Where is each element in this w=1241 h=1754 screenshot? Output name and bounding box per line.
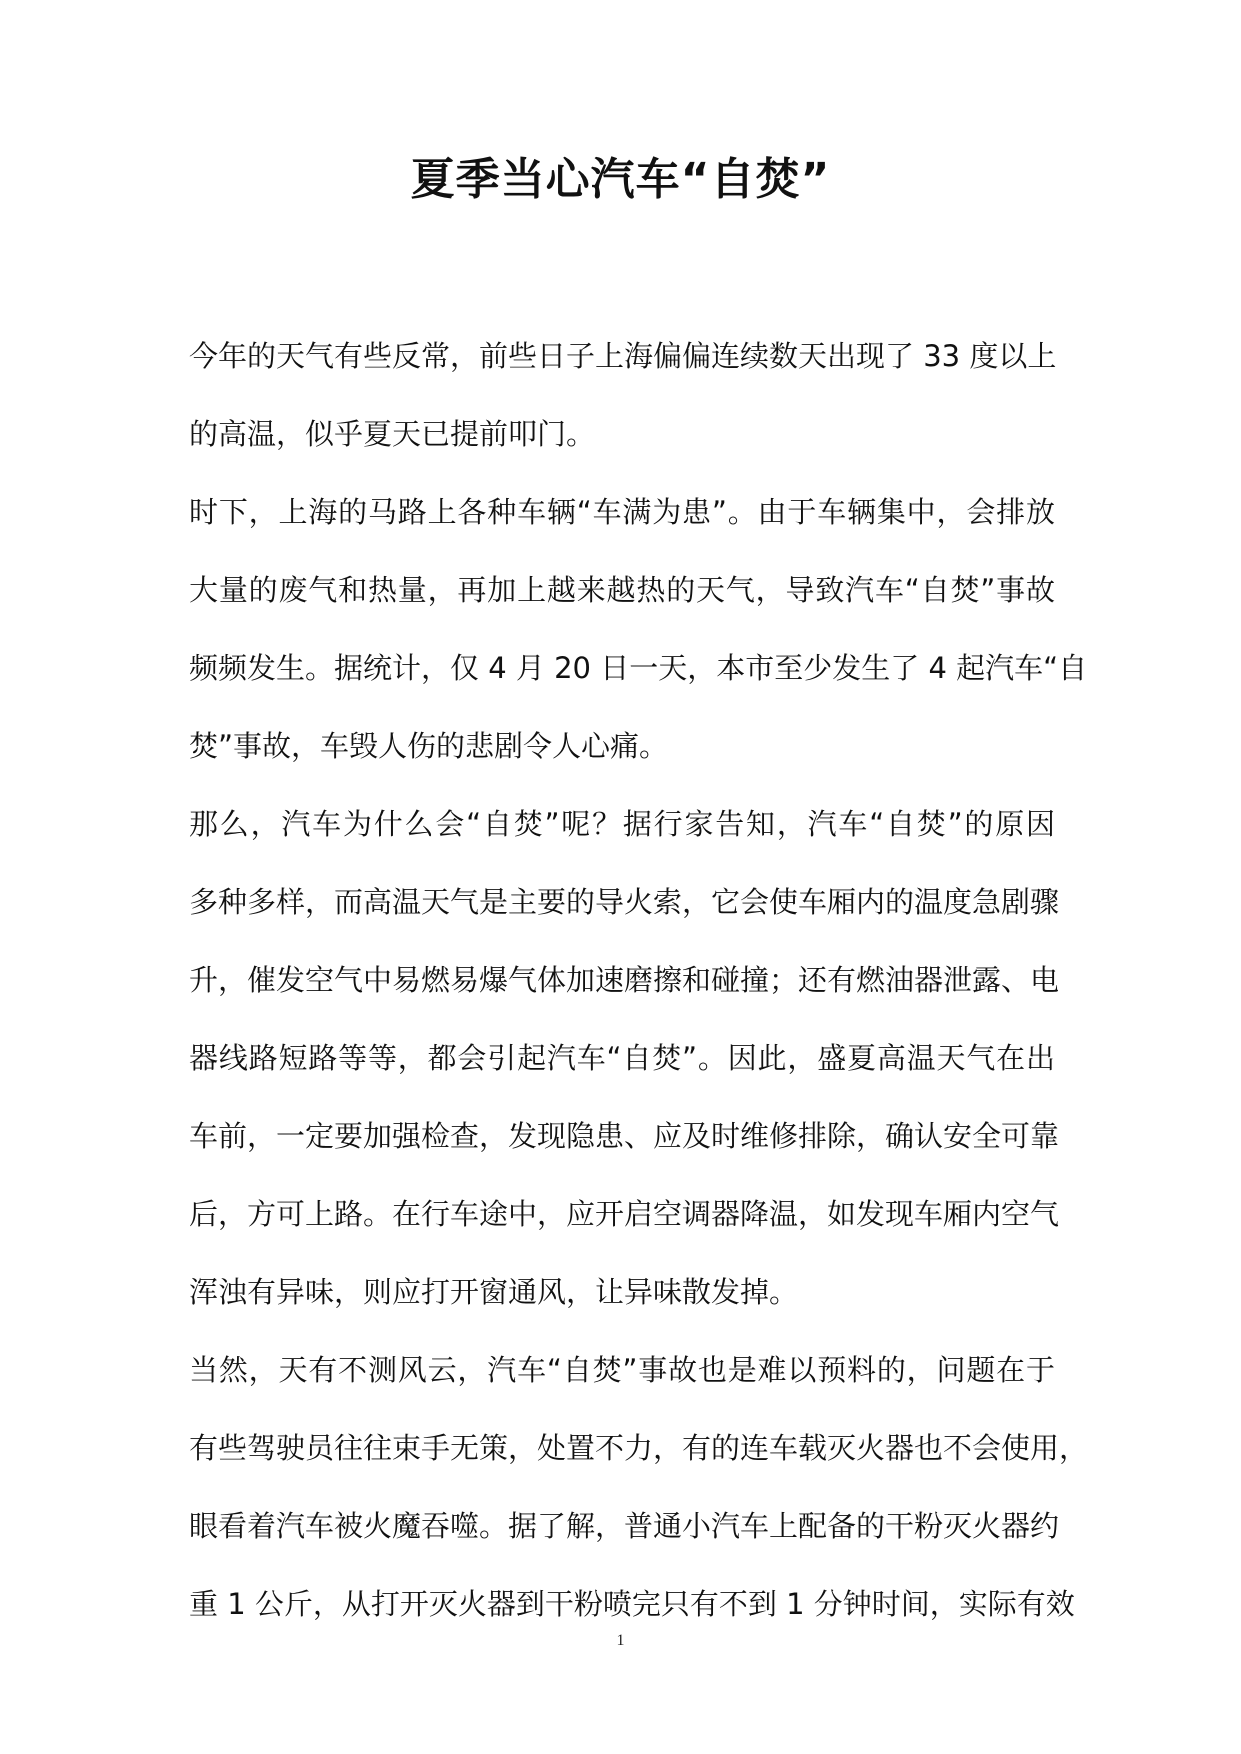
document-body — [189, 326, 1089, 1652]
text-line: 焚”事故，车毁人伤的悲剧令人心痛。 — [189, 729, 669, 763]
text-line: 有些驾驶员往往束手无策，处置不力，有的连车载灭火器也不会使用， — [189, 1431, 1089, 1465]
text-line: 多种多样，而高温天气是主要的导火索，它会使车厢内的温度急剧骤 — [189, 885, 1060, 919]
text-line: 眼看着汽车被火魔吞噬。据了解，普通小汽车上配备的干粉灭火器约 — [189, 1509, 1060, 1543]
text-line: 当然，天有不测风云，汽车“自焚”事故也是难以预料的，问题在于 — [189, 1353, 1055, 1387]
text-line: 的高温，似乎夏天已提前叩门。 — [189, 417, 596, 451]
text-line: 升，催发空气中易燃易爆气体加速磨擦和碰撞；还有燃油器泄露、电 — [189, 963, 1060, 997]
text-line: 重 1 公斤，从打开灭火器到干粉喷完只有不到 1 分钟时间，实际有效 — [189, 1587, 1075, 1621]
text-line: 浑浊有异味，则应打开窗通风，让异味散发掉。 — [189, 1275, 799, 1309]
text-line: 大量的废气和热量，再加上越来越热的天气，导致汽车“自焚”事故 — [189, 573, 1055, 607]
page-number: 1 — [616, 1632, 625, 1649]
text-line: 今年的天气有些反常，前些日子上海偏偏连续数天出现了 33 度以上 — [189, 339, 1057, 373]
text-line: 那么，汽车为什么会“自焚”呢？据行家告知，汽车“自焚”的原因 — [189, 807, 1055, 841]
text-line: 车前，一定要加强检查，发现隐患、应及时维修排除，确认安全可靠 — [189, 1119, 1060, 1153]
text-line: 器线路短路等等，都会引起汽车“自焚”。因此，盛夏高温天气在出 — [189, 1041, 1055, 1075]
text-line: 时下，上海的马路上各种车辆“车满为患”。由于车辆集中，会排放 — [189, 495, 1055, 529]
document-title: 夏季当心汽车“自焚” — [410, 154, 831, 205]
text-line: 后，方可上路。在行车途中，应开启空调器降温，如发现车厢内空气 — [189, 1197, 1060, 1231]
text-line: 频频发生。据统计，仅 4 月 20 日一天，本市至少发生了 4 起汽车“自 — [189, 651, 1088, 685]
